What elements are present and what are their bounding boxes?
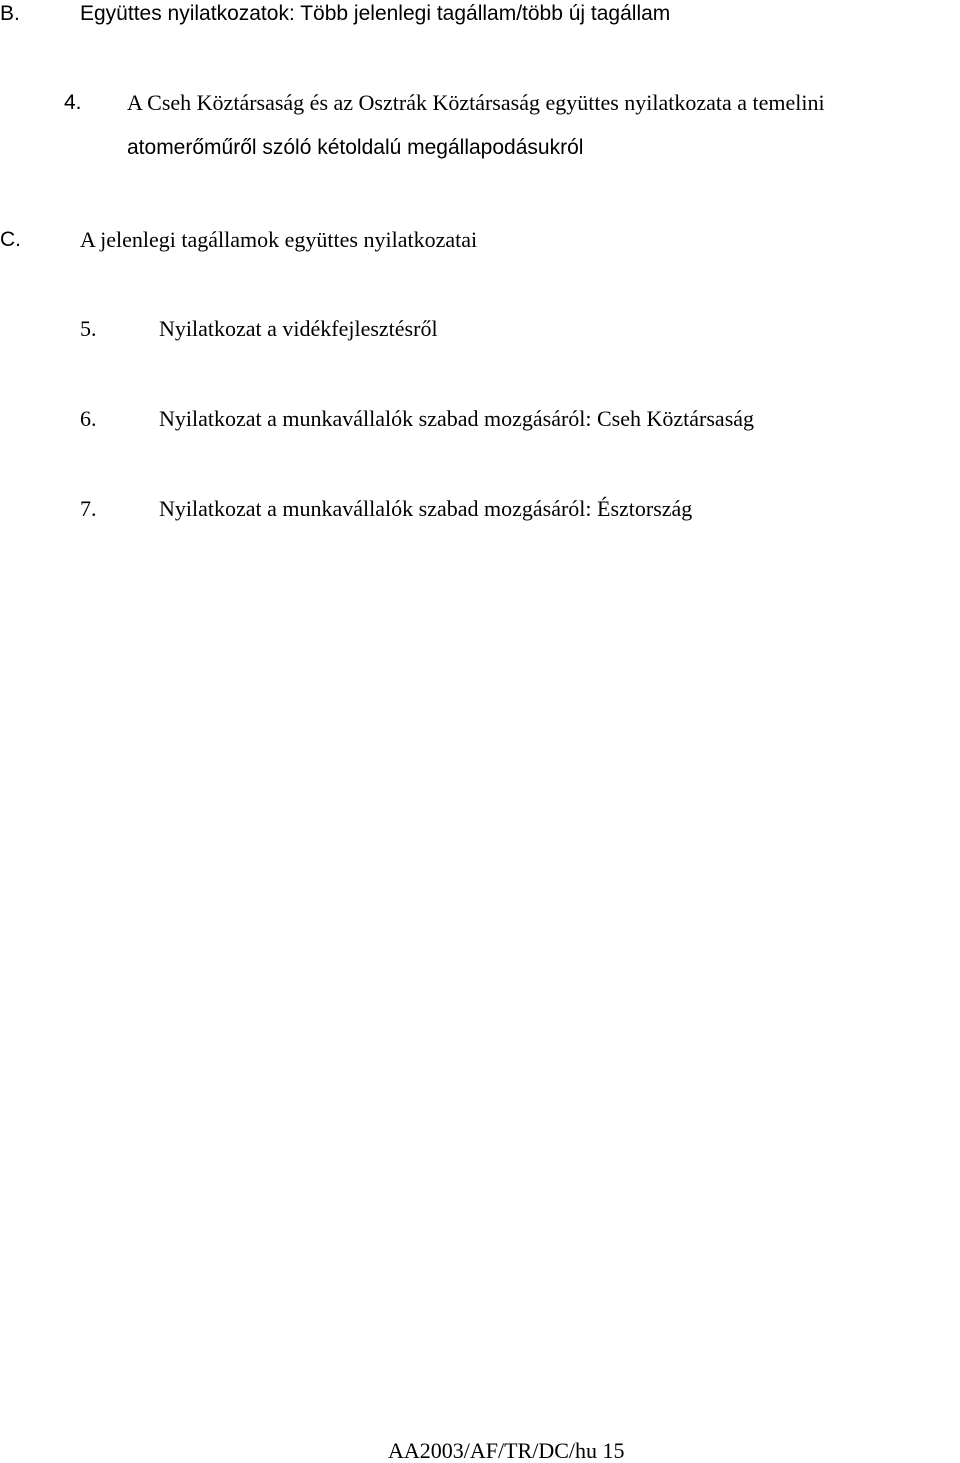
section-b-letter: B. [0,2,20,25]
item-6-number: 6. [80,406,97,431]
section-c-letter: C. [0,228,21,251]
item-6-text: Nyilatkozat a munkavállalók szabad mozgásáról: Cseh Köztársaság [159,406,755,431]
item-7-number: 7. [80,496,97,521]
item-4-text-line1: A Cseh Köztársaság és az Osztrák Köztársaság együttes nyilatkozata a temelini [127,90,825,115]
item-5-text: Nyilatkozat a vidékfejlesztésről [159,316,438,341]
item-4-number: 4. [64,91,82,114]
item-5-number: 5. [80,316,97,341]
footer-reference: AA2003/AF/TR/DC/hu 15 [388,1438,625,1463]
item-7-text: Nyilatkozat a munkavállalók szabad mozgásáról: Észtország [159,496,693,521]
item-4-text-line2: atomerőműről szóló kétoldalú megállapodásukról [127,136,584,159]
section-b-title: Együttes nyilatkozatok: Több jelenlegi tagállam/több új tagállam [80,2,671,25]
section-c-title: A jelenlegi tagállamok együttes nyilatkozatai [80,227,478,252]
